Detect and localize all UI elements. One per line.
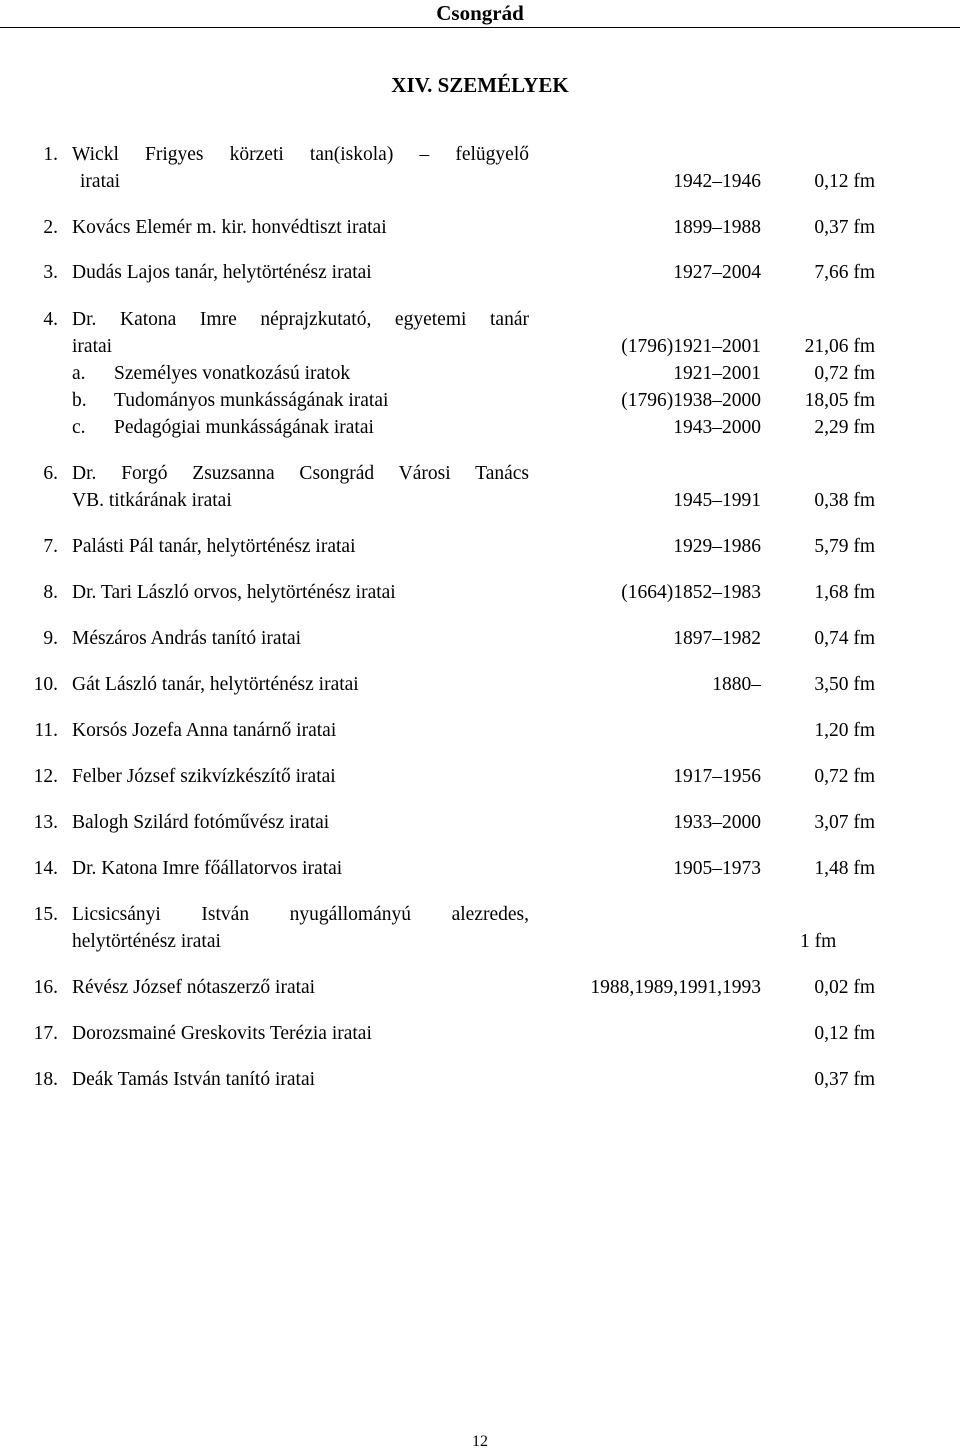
entry-extent: 1,20 fm	[814, 720, 875, 741]
entry-dates: 1897–1982	[673, 628, 761, 649]
page-header	[0, 0, 960, 28]
sub-letter: a.	[72, 363, 86, 384]
entry-dates: 1905–1973	[673, 858, 761, 879]
entry-title: Dr. Katona Imre néprajzkutató, egyetemi tanár	[72, 309, 529, 330]
entry-number: 14.	[33, 858, 58, 879]
entry-extent: 3,50 fm	[814, 674, 875, 695]
entry-extent: 0,12 fm	[814, 171, 875, 192]
entry-title: Dudás Lajos tanár, helytörténész iratai	[72, 262, 372, 283]
sub-dates: 1943–2000	[673, 417, 761, 438]
entry-extent: 1,48 fm	[814, 858, 875, 879]
entry-number: 1.	[43, 144, 58, 165]
entry-title-cont: VB. titkárának iratai	[72, 490, 232, 511]
entry-number: 7.	[43, 536, 58, 557]
sub-letter: b.	[72, 390, 87, 411]
entry-dates: 1899–1988	[673, 217, 761, 238]
entry-number: 10.	[33, 674, 58, 695]
sub-letter: c.	[72, 417, 86, 438]
entry-extent: 0,02 fm	[814, 977, 875, 998]
entry-dates: 1880–	[712, 674, 761, 695]
entry-title: Dr. Tari László orvos, helytörténész iratai	[72, 582, 396, 603]
entry-dates: 1942–1946	[673, 171, 761, 192]
entry-title: Dr. Forgó Zsuzsanna Csongrád Városi Tanács	[72, 463, 529, 484]
entry-title: Balogh Szilárd fotóművész iratai	[72, 812, 330, 833]
entry-dates: 1927–2004	[673, 262, 761, 283]
entry-dates: 1945–1991	[673, 490, 761, 511]
entry-extent: 0,74 fm	[814, 628, 875, 649]
entry-extent: 7,66 fm	[814, 262, 875, 283]
entry-number: 17.	[33, 1023, 58, 1044]
entry-dates: 1988,1989,1991,1993	[590, 977, 761, 998]
entry-number: 13.	[33, 812, 58, 833]
entry-title-cont: iratai	[72, 336, 113, 357]
entry-extent: 0,37 fm	[814, 217, 875, 238]
entry-extent: 21,06 fm	[804, 336, 875, 357]
entry-title: Dorozsmainé Greskovits Terézia iratai	[72, 1023, 372, 1044]
sub-extent: 18,05 fm	[804, 390, 875, 411]
entry-extent: 0,12 fm	[814, 1023, 875, 1044]
entry-title: Mészáros András tanító iratai	[72, 628, 302, 649]
entry-number: 4.	[43, 309, 58, 330]
entry-title: Dr. Katona Imre főállatorvos iratai	[72, 858, 343, 879]
entry-title: Wickl Frigyes körzeti tan(iskola) – felügyelő	[72, 144, 529, 165]
entry-dates: 1917–1956	[673, 766, 761, 787]
entry-dates: (1664)1852–1983	[621, 582, 761, 603]
entry-extent: 1 fm	[800, 931, 837, 952]
entry-number: 15.	[33, 904, 58, 925]
sub-extent: 2,29 fm	[814, 417, 875, 438]
sub-title: Pedagógiai munkásságának iratai	[114, 417, 374, 438]
entry-number: 16.	[33, 977, 58, 998]
entry-title: Licsicsányi István nyugállományú alezredes,	[72, 904, 529, 925]
entry-title: Gát László tanár, helytörténész iratai	[72, 674, 359, 695]
entry-extent: 3,07 fm	[814, 812, 875, 833]
entry-number: 2.	[43, 217, 58, 238]
entry-extent: 0,37 fm	[814, 1069, 875, 1090]
entry-extent: 0,38 fm	[814, 490, 875, 511]
entry-number: 8.	[43, 582, 58, 603]
entry-title: Révész József nótaszerző iratai	[72, 977, 316, 998]
entry-number: 6.	[43, 463, 58, 484]
entry-title: Felber József szikvízkészítő iratai	[72, 766, 336, 787]
entry-dates: (1796)1921–2001	[621, 336, 761, 357]
entry-extent: 0,72 fm	[814, 766, 875, 787]
sub-title: Tudományos munkásságának iratai	[114, 390, 389, 411]
entry-title-cont: iratai	[80, 171, 121, 192]
entry-title: Deák Tamás István tanító iratai	[72, 1069, 316, 1090]
entry-dates: 1929–1986	[673, 536, 761, 557]
entry-extent: 5,79 fm	[814, 536, 875, 557]
entry-title: Palásti Pál tanár, helytörténész iratai	[72, 536, 356, 557]
section-title: XIV. SZEMÉLYEK	[391, 73, 569, 97]
entry-number: 3.	[43, 262, 58, 283]
entry-number: 12.	[33, 766, 58, 787]
entry-title: Korsós Jozefa Anna tanárnő iratai	[72, 720, 337, 741]
sub-dates: 1921–2001	[673, 363, 761, 384]
page-number: 12	[472, 1433, 488, 1450]
entry-title-cont: helytörténész iratai	[72, 931, 221, 952]
entry-title: Kovács Elemér m. kir. honvédtiszt iratai	[72, 217, 387, 238]
entry-dates: 1933–2000	[673, 812, 761, 833]
entry-number: 18.	[33, 1069, 58, 1090]
sub-title: Személyes vonatkozású iratok	[114, 363, 351, 384]
sub-extent: 0,72 fm	[814, 363, 875, 384]
entry-number: 11.	[34, 720, 58, 741]
sub-dates: (1796)1938–2000	[621, 390, 761, 411]
entry-number: 9.	[43, 628, 58, 649]
entry-extent: 1,68 fm	[814, 582, 875, 603]
header-title: Csongrád	[436, 1, 524, 25]
